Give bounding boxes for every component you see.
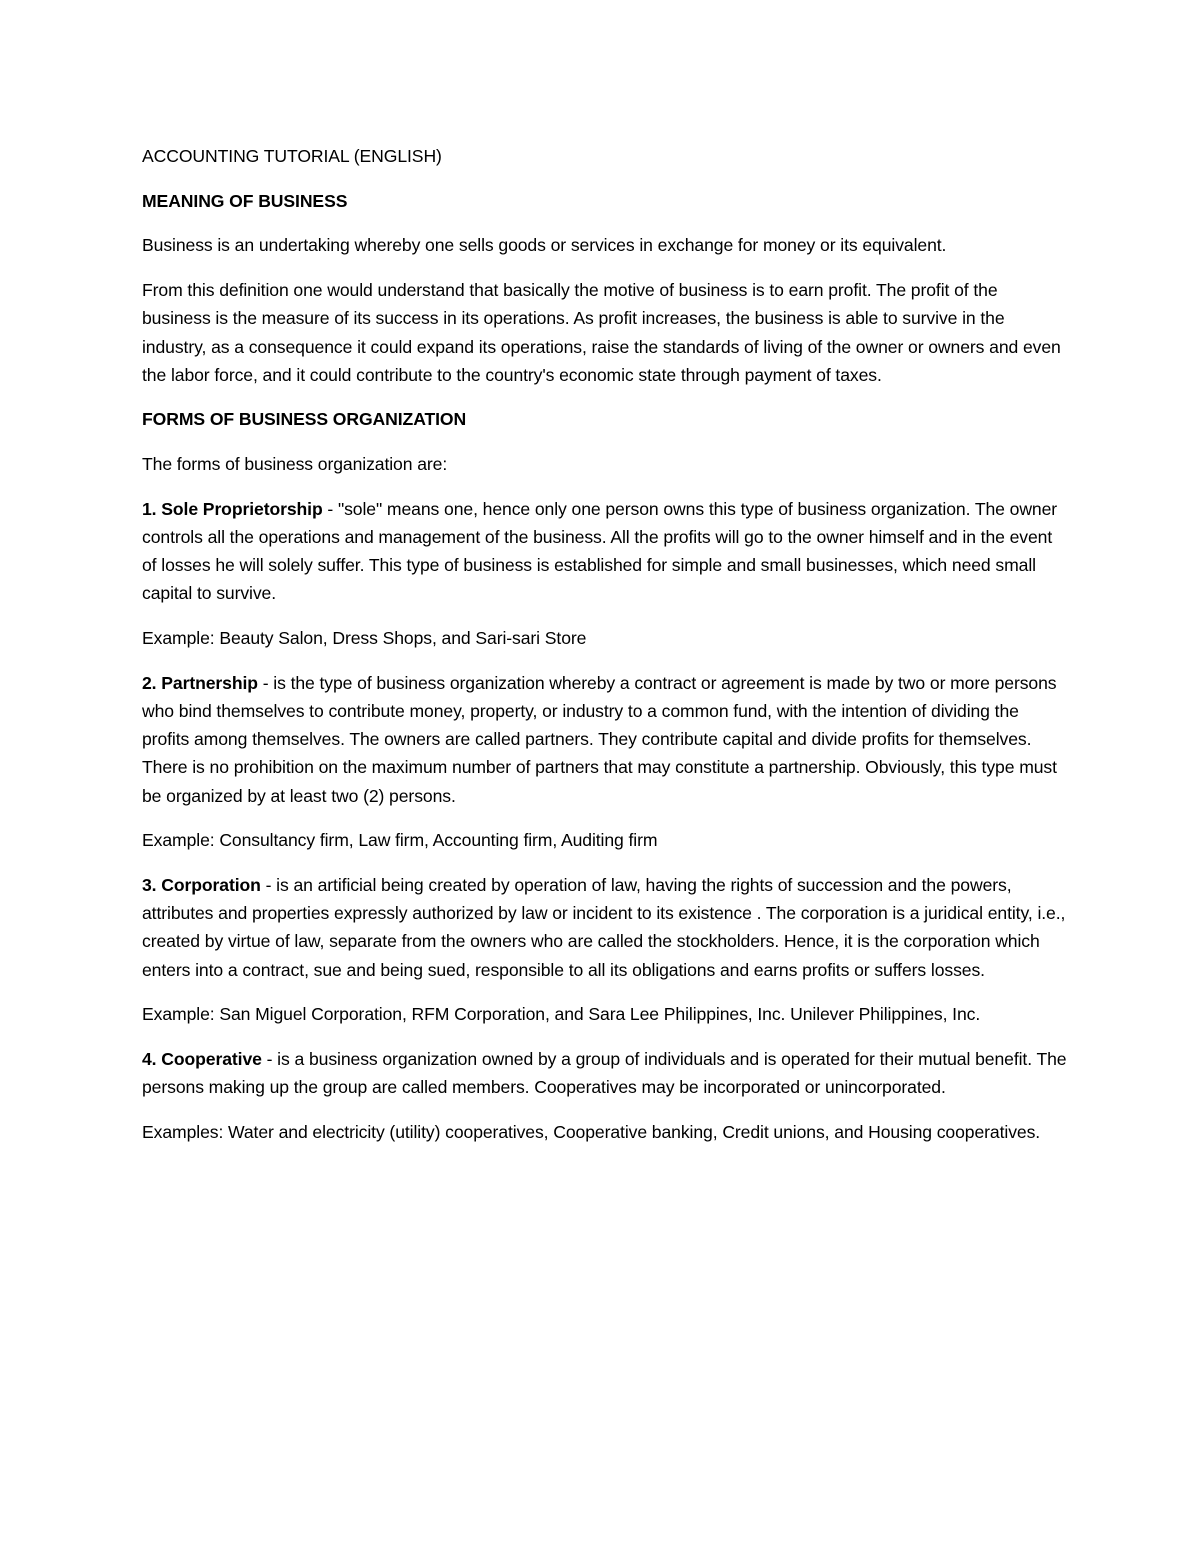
form-term: 3. Corporation xyxy=(142,875,261,896)
form-example: Example: Beauty Salon, Dress Shops, and Sari-sari Store xyxy=(142,628,587,649)
meaning-heading: MEANING OF BUSINESS xyxy=(142,190,348,211)
form-term: 4. Cooperative xyxy=(142,1049,262,1070)
form-example: Examples: Water and electricity (utility) cooperatives, Cooperative banking, Credit unions, and Housing cooperatives. xyxy=(142,1121,1041,1142)
form-description: - is an artificial being created by operation of law, having the rights of succession and the powers, attributes and properties expressly authorized by law or incident to its existence . The corporation is a juridical entity, i.e., created by virtue of law, separate from the owners who are called the stockholders. Hence, it is the corporation which enters into a contract, sue and being sued, responsible to all its obligations and earns profits or suffers losses. xyxy=(142,875,1066,980)
definition-paragraph: Business is an undertaking whereby one sells goods or services in exchange for money or its equivalent. xyxy=(142,235,947,256)
document-body xyxy=(142,142,1067,1163)
motive-paragraph: From this definition one would understand that basically the motive of business is to earn profit. The profit of the business is the measure of its success in its operations. As profit increases, the business is able to survive in the industry, as a consequence it could expand its operations, raise the standards of living of the owner or owners and even the labor force, and it could contribute to the country's economic state through payment of taxes. xyxy=(142,280,1061,385)
form-partnership xyxy=(142,669,1067,810)
forms-heading: FORMS OF BUSINESS ORGANIZATION xyxy=(142,409,467,430)
form-cooperative xyxy=(142,1045,1067,1101)
document-title: ACCOUNTING TUTORIAL (ENGLISH) xyxy=(142,146,442,166)
forms-intro: The forms of business organization are: xyxy=(142,454,448,475)
form-description: - "sole" means one, hence only one person owns this type of business organization. The owner controls all the operations and management of the business. All the profits will go to the owner himself and in the event of losses he will solely suffer. This type of business is established for simple and small businesses, which need small capital to survive. xyxy=(142,498,1058,604)
form-example: Example: Consultancy firm, Law firm, Accounting firm, Auditing firm xyxy=(142,830,658,851)
form-description: - is the type of business organization whereby a contract or agreement is made by two or more persons who bind themselves to contribute money, property, or industry to a common fund, with the intention of dividing the profits among themselves. The owners are called partners. They contribute capital and divide profits for themselves. There is no prohibition on the maximum number of partners that may constitute a partnership. Obviously, this type must be organized by at least two (2) persons. xyxy=(142,672,1057,806)
form-term: 2. Partnership xyxy=(142,672,258,693)
form-description: - is a business organization owned by a group of individuals and is operated for their mutual benefit. The persons making up the group are called members. Cooperatives may be incorporated or unincorporated. xyxy=(142,1049,1067,1098)
form-example: Example: San Miguel Corporation, RFM Corporation, and Sara Lee Philippines, Inc. Unilever Philippines, Inc. xyxy=(142,1004,981,1025)
form-term: 1. Sole Proprietorship xyxy=(142,498,323,519)
form-sole-proprietorship xyxy=(142,495,1067,608)
form-corporation xyxy=(142,871,1067,984)
